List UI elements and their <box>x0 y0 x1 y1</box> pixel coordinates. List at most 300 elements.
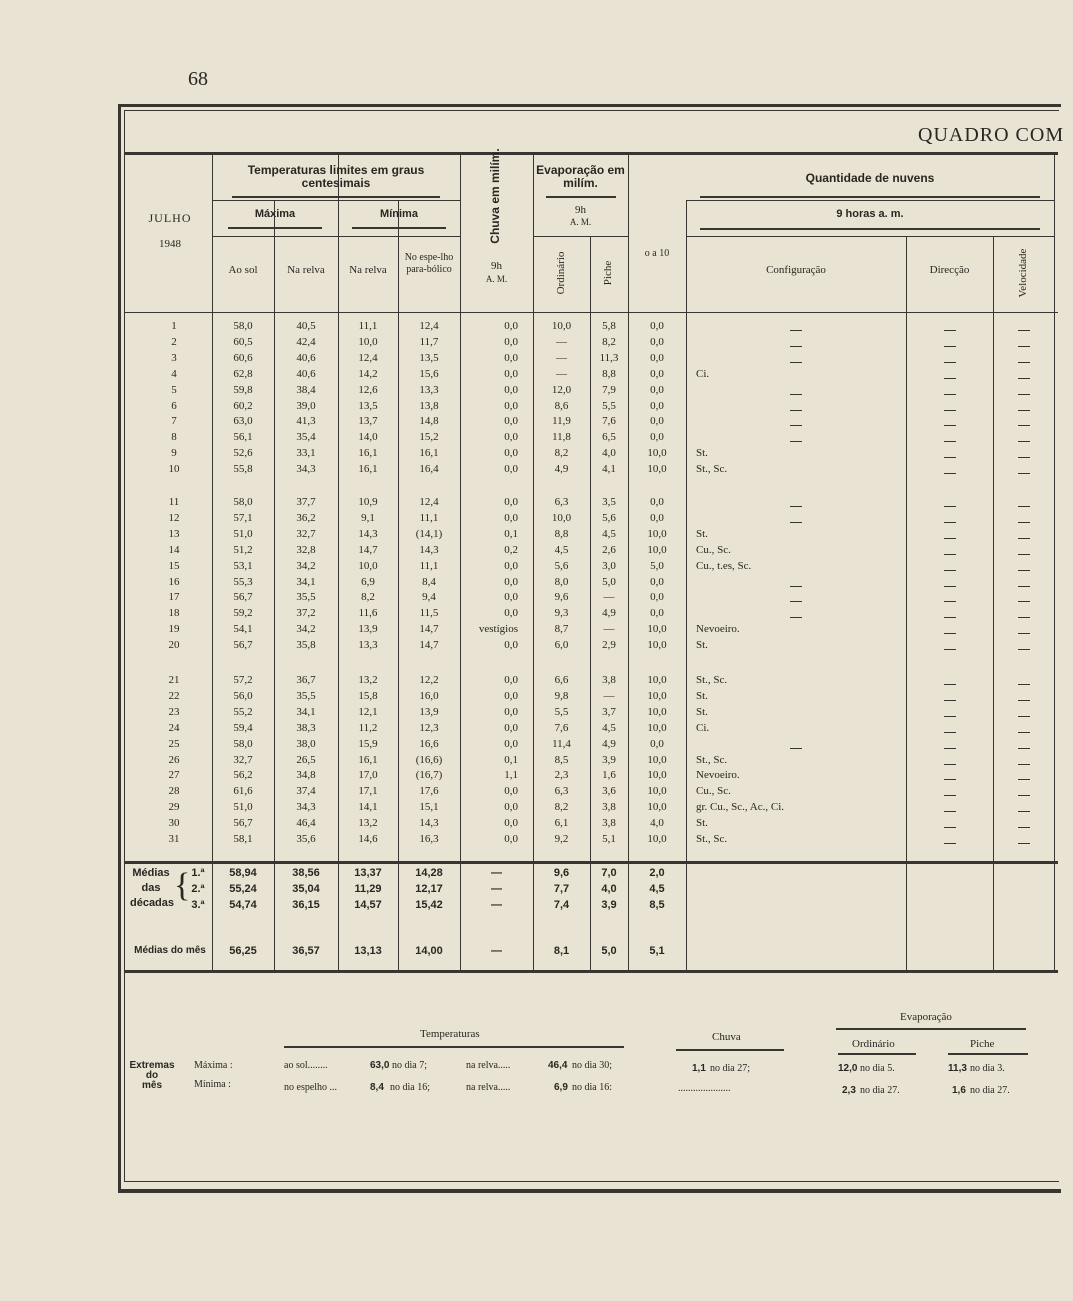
table-cell: 0,0 <box>504 447 518 460</box>
table-cell: 0,2 <box>504 543 518 556</box>
table-cell: 34,2 <box>296 623 316 636</box>
table-cell: 5,5 <box>602 399 616 412</box>
table-cell: 16,3 <box>419 833 439 845</box>
dash-mark <box>790 330 802 331</box>
table-cell: 10,0 <box>647 639 667 652</box>
table-cell: 32,7 <box>296 527 316 540</box>
table-cell: 0,0 <box>650 335 664 348</box>
table-cell: 0,0 <box>504 607 518 620</box>
dash-mark <box>944 330 956 331</box>
table-cell: 6,6 <box>554 674 569 686</box>
table-cell: 16,1 <box>358 753 378 766</box>
table-cell: 0,0 <box>650 607 664 620</box>
table-cell: St., Sc. <box>696 753 728 766</box>
table-cell: 35,8 <box>296 639 316 652</box>
dash-mark <box>790 586 802 587</box>
media-cell: 9,6 <box>553 867 570 879</box>
table-cell: 11,3 <box>599 351 619 364</box>
table-cell: 0,0 <box>650 496 664 508</box>
temperaturas-header: Temperaturas limites em graus centesimais <box>247 163 425 190</box>
table-cell: St. <box>696 705 708 718</box>
dash-mark <box>944 795 956 796</box>
table-cell: 0,0 <box>650 591 664 604</box>
media-mes-cell: 5,1 <box>649 945 665 957</box>
maxima-header: Máxima <box>254 208 296 220</box>
table-cell: 34,8 <box>296 769 316 782</box>
dash-mark <box>1018 570 1030 571</box>
dash-mark <box>944 732 956 733</box>
table-cell: 16,1 <box>358 463 378 476</box>
table-cell: 53,1 <box>233 559 253 572</box>
table-cell: 11,9 <box>552 415 571 428</box>
table-cell: 51,0 <box>233 527 253 540</box>
table-cell: 6,5 <box>602 431 616 444</box>
table-cell: 14,6 <box>358 833 378 845</box>
table-cell: 35,4 <box>296 431 316 444</box>
extremas-label: Extremas <box>129 1060 175 1071</box>
table-cell: 14,7 <box>358 543 378 556</box>
table-cell: 7,6 <box>602 415 616 428</box>
table-cell: 10,0 <box>647 543 667 556</box>
dash-mark <box>1018 617 1030 618</box>
table-cell: 60,6 <box>233 351 253 364</box>
table-cell: 0,0 <box>504 431 518 444</box>
dash-mark <box>1018 748 1030 749</box>
dash-mark <box>1018 586 1030 587</box>
table-cell: 10,0 <box>647 447 667 460</box>
day-cell: 6 <box>171 399 177 412</box>
table-cell: 0,0 <box>504 367 518 380</box>
dash-mark <box>944 473 956 474</box>
day-cell: 10 <box>168 463 180 476</box>
dash-mark <box>944 827 956 828</box>
table-cell: 13,9 <box>358 623 378 636</box>
table-cell: 12,3 <box>419 721 439 734</box>
table-cell: 14,7 <box>419 639 439 652</box>
table-cell: 37,7 <box>296 496 316 508</box>
table-cell: St. <box>696 689 708 702</box>
table-cell: 8,0 <box>554 575 569 588</box>
dash-mark <box>790 617 802 618</box>
dash-mark <box>944 843 956 844</box>
table-cell: 14,3 <box>419 543 439 556</box>
day-cell: 20 <box>168 639 180 652</box>
table-cell: 10,0 <box>358 559 378 572</box>
table-cell: 42,4 <box>296 335 316 348</box>
table-cell: 6,3 <box>554 785 569 798</box>
table-cell: 58,0 <box>233 320 253 332</box>
table-cell: St. <box>696 527 708 540</box>
dash-mark <box>1018 700 1030 701</box>
table-cell: 37,4 <box>296 785 316 798</box>
table-cell: 15,9 <box>358 737 378 750</box>
table-cell: St., Sc. <box>696 833 728 845</box>
table-cell: 60,2 <box>233 399 253 412</box>
table-cell: 17,6 <box>419 785 439 798</box>
table-cell: 38,0 <box>296 737 316 750</box>
table-cell: Ci. <box>696 721 710 734</box>
dash-mark <box>944 601 956 602</box>
table-cell: 36,2 <box>296 511 316 524</box>
table-cell: 16,1 <box>358 447 378 460</box>
media-cell: 12,17 <box>415 883 443 895</box>
decada-label: 3.ª <box>191 899 205 911</box>
dash-mark <box>1018 843 1030 844</box>
table-cell: 35,5 <box>296 591 316 604</box>
table-cell: 55,8 <box>233 463 253 476</box>
table-cell: 7,6 <box>554 721 569 734</box>
table-cell: 3,0 <box>602 559 616 572</box>
table-cell: 5,5 <box>554 705 569 718</box>
table-cell: 16,4 <box>419 463 439 476</box>
dash-mark <box>1018 330 1030 331</box>
table-cell: 8,7 <box>554 623 569 636</box>
dash-mark <box>944 811 956 812</box>
table-cell: 4,0 <box>650 817 664 830</box>
table-cell: 35,6 <box>296 833 316 845</box>
media-mes-cell: 14,00 <box>415 945 443 957</box>
piche-min-value: 1,6 <box>952 1085 966 1096</box>
table-cell: 13,2 <box>358 817 378 830</box>
table-cell: 10,0 <box>647 674 667 686</box>
media-mes-cell: 8,1 <box>553 945 570 957</box>
table-cell: 0,0 <box>650 415 664 428</box>
media-cell: 8,5 <box>649 899 665 911</box>
table-cell: 34,2 <box>296 559 316 572</box>
media-cell: — <box>491 883 502 895</box>
dash-mark <box>1018 601 1030 602</box>
media-cell: 58,94 <box>229 867 257 879</box>
table-cell: 39,0 <box>296 399 316 412</box>
table-cell: (16,7) <box>415 769 443 782</box>
ord-max-value: 12,0 <box>838 1063 858 1074</box>
table-cell: 8,6 <box>554 399 569 412</box>
day-cell: 25 <box>168 737 180 750</box>
configuracao-header: Configuração <box>766 264 826 276</box>
dash-mark <box>1018 827 1030 828</box>
media-cell: 14,28 <box>415 867 443 879</box>
dash-mark <box>790 748 802 749</box>
maxima-label: Máxima : <box>194 1060 233 1071</box>
na-relva-max-header: Na relva <box>287 264 325 276</box>
dash-mark <box>944 633 956 634</box>
table-cell: 56,1 <box>233 431 253 444</box>
table-cell: 62,8 <box>233 367 253 380</box>
table-cell: St. <box>696 447 708 460</box>
day-cell: 23 <box>168 705 180 718</box>
max-relva-value: 46,4 <box>548 1060 568 1071</box>
minima-header: Mínima <box>380 208 418 220</box>
chuva-ext-header: Chuva <box>712 1031 741 1043</box>
table-cell: 5,1 <box>602 833 616 845</box>
table-cell: 41,3 <box>296 415 316 428</box>
table-cell: 57,1 <box>233 511 253 524</box>
page-title: QUADRO COM <box>918 124 1065 146</box>
day-cell: 14 <box>168 543 180 556</box>
piche-ext-header: Piche <box>970 1038 995 1050</box>
dash-mark <box>944 506 956 507</box>
table-cell: — <box>556 367 567 380</box>
table-cell: 12,4 <box>419 320 439 332</box>
media-cell: 4,5 <box>649 883 665 895</box>
decada-label: 2.ª <box>191 883 205 895</box>
table-cell: — <box>556 351 567 364</box>
table-cell: 13,3 <box>358 639 378 652</box>
table-cell: 32,8 <box>296 543 316 556</box>
table-cell: 4,5 <box>554 543 569 556</box>
table-cell: — <box>603 591 615 604</box>
table-cell: 0,0 <box>650 737 664 750</box>
table-cell: 14,1 <box>358 801 378 814</box>
table-cell: 52,6 <box>233 447 253 460</box>
table-cell: 35,5 <box>296 689 316 702</box>
month-label: JULHO <box>148 211 192 225</box>
table-cell: 34,1 <box>296 705 316 718</box>
table-cell: 8,8 <box>602 367 616 380</box>
table-cell: 4,0 <box>602 447 616 460</box>
dash-mark <box>1018 538 1030 539</box>
decada-label: 1.ª <box>191 867 205 879</box>
day-cell: 4 <box>171 367 177 380</box>
table-cell: 46,4 <box>296 817 316 830</box>
table-cell: 60,5 <box>233 335 253 348</box>
table-cell: 8,2 <box>361 591 375 604</box>
table-cell: 0,0 <box>650 383 664 396</box>
table-cell: 14,2 <box>358 367 378 380</box>
min-espelho-value: 8,4 <box>370 1082 384 1093</box>
table-cell: (14,1) <box>415 527 443 540</box>
table-cell: 11,7 <box>419 335 439 348</box>
table-cell: 26,5 <box>296 753 316 766</box>
table-cell: 5,0 <box>602 575 616 588</box>
table-cell: 12,6 <box>358 383 378 396</box>
table-cell: 32,7 <box>233 753 253 766</box>
day-cell: 21 <box>168 674 180 686</box>
table-cell: 12,1 <box>358 705 378 718</box>
na-relva-min-header: Na relva <box>349 264 387 276</box>
media-cell: — <box>491 867 502 879</box>
piche-header: Piche <box>602 260 614 286</box>
chuva-9h: 9h <box>491 260 502 272</box>
dash-mark <box>944 425 956 426</box>
table-cell: 2,9 <box>602 639 616 652</box>
table-cell: 13,3 <box>419 383 439 396</box>
media-mes-cell: — <box>491 945 502 957</box>
day-cell: 28 <box>168 785 180 798</box>
dash-mark <box>790 425 802 426</box>
table-cell: 2,3 <box>554 769 569 782</box>
table-cell: 0,0 <box>504 689 518 702</box>
dash-mark <box>790 506 802 507</box>
minima-label: Mínima : <box>194 1079 231 1090</box>
table-cell: 54,1 <box>233 623 253 636</box>
table-cell: 59,4 <box>233 721 253 734</box>
table-cell: 40,6 <box>296 351 316 364</box>
table-cell: 9,2 <box>554 833 569 845</box>
table-cell: 15,1 <box>419 801 439 814</box>
table-cell: 15,8 <box>358 689 378 702</box>
table-cell: 0,0 <box>504 737 518 750</box>
day-cell: 16 <box>168 575 180 588</box>
table-cell: 6,9 <box>361 575 375 588</box>
media-cell: — <box>491 899 502 911</box>
table-cell: 37,2 <box>296 607 316 620</box>
table-cell: 0,0 <box>504 496 518 508</box>
table-cell: 11,6 <box>358 607 378 620</box>
table-cell: 9,1 <box>361 511 375 524</box>
table-cell: 51,0 <box>233 801 253 814</box>
table-cell: 36,7 <box>296 674 316 686</box>
table-cell: 12,4 <box>358 351 378 364</box>
table-cell: 33,1 <box>296 447 316 460</box>
table-cell: 9,6 <box>554 591 569 604</box>
table-cell: 40,5 <box>296 320 316 332</box>
table-cell: St., Sc. <box>696 463 728 476</box>
table-cell: 0,0 <box>504 801 518 814</box>
dash-mark <box>944 779 956 780</box>
table-cell: 3,8 <box>602 674 616 686</box>
table-cell: 63,0 <box>233 415 253 428</box>
dash-mark <box>944 570 956 571</box>
dash-mark <box>1018 649 1030 650</box>
chuva-am: A. M. <box>485 274 508 284</box>
table-cell: 0,0 <box>504 383 518 396</box>
table-cell: 0,0 <box>504 320 518 332</box>
max-sol-value: 63,0 <box>370 1060 390 1071</box>
dash-mark <box>944 554 956 555</box>
dash-mark <box>944 378 956 379</box>
media-cell: 35,04 <box>292 883 320 895</box>
table-cell: 10,0 <box>647 801 667 814</box>
day-cell: 3 <box>171 351 177 364</box>
table-cell: 59,8 <box>233 383 253 396</box>
evap-9h: 9h <box>575 204 586 216</box>
day-cell: 9 <box>171 447 177 460</box>
table-cell: Nevoeiro. <box>696 623 740 636</box>
table-cell: 4,5 <box>602 721 616 734</box>
table-cell: 61,6 <box>233 785 253 798</box>
evaporacao-ext-header: Evaporação <box>900 1011 952 1023</box>
table-cell: 34,3 <box>296 801 316 814</box>
table-cell: 0,1 <box>504 527 518 540</box>
table-cell: 8,8 <box>554 527 569 540</box>
dash-mark <box>1018 425 1030 426</box>
dash-mark <box>944 716 956 717</box>
medias-mes-label: Médias do mês <box>134 945 206 956</box>
table-cell: 0,0 <box>504 575 518 588</box>
day-cell: 26 <box>168 753 180 766</box>
das-label: das <box>141 882 161 894</box>
table-cell: 0,0 <box>504 721 518 734</box>
dash-mark <box>944 764 956 765</box>
table-cell: 0,0 <box>504 351 518 364</box>
table-cell: 3,7 <box>602 705 616 718</box>
table-cell: 0,0 <box>650 351 664 364</box>
table-cell: 38,3 <box>296 721 316 734</box>
dash-mark <box>1018 522 1030 523</box>
dash-mark <box>944 410 956 411</box>
decadas-label: décadas <box>129 897 175 909</box>
table-cell: 3,6 <box>602 785 616 798</box>
table-cell: 5,0 <box>650 559 664 572</box>
table-cell: 15,2 <box>419 431 439 444</box>
table-cell: 11,2 <box>358 721 378 734</box>
table-cell: Ci. <box>696 367 710 380</box>
table-cell: 0,0 <box>650 320 664 332</box>
media-cell: 11,29 <box>354 883 382 895</box>
table-cell: 55,3 <box>233 575 253 588</box>
table-cell: 8,2 <box>554 801 569 814</box>
table-cell: 58,0 <box>233 496 253 508</box>
dash-mark <box>944 649 956 650</box>
dash-mark <box>944 617 956 618</box>
table-cell: 12,0 <box>551 383 572 396</box>
day-cell: 17 <box>168 591 180 604</box>
table-cell: 10,0 <box>358 335 378 348</box>
media-cell: 7,0 <box>601 867 617 879</box>
medias-label: Médias <box>132 867 170 879</box>
day-cell: 31 <box>168 833 180 845</box>
table-cell: 15,6 <box>419 367 439 380</box>
table-cell: 59,2 <box>233 607 253 620</box>
table-cell: Cu., Sc. <box>696 543 731 556</box>
table-cell: — <box>603 623 615 636</box>
media-cell: 2,0 <box>649 867 665 879</box>
table-cell: 0,0 <box>650 511 664 524</box>
table-cell: (16,6) <box>415 753 443 766</box>
table-cell: 0,0 <box>504 705 518 718</box>
table-cell: 14,7 <box>419 623 439 636</box>
ord-min-value: 2,3 <box>842 1085 856 1096</box>
table-cell: 9,3 <box>554 607 569 620</box>
table-cell: 3,8 <box>602 801 616 814</box>
table-cell: 0,0 <box>504 463 518 476</box>
table-cell: 10,0 <box>647 623 667 636</box>
table-cell: 0,0 <box>504 817 518 830</box>
table-cell: 12,4 <box>419 496 439 508</box>
dash-mark <box>1018 410 1030 411</box>
dash-mark <box>944 684 956 685</box>
table-cell: 13,5 <box>419 351 439 364</box>
dash-mark <box>1018 795 1030 796</box>
table-cell: 11,1 <box>419 511 439 524</box>
table-cell: 14,3 <box>419 817 439 830</box>
table-cell: 14,0 <box>358 431 378 444</box>
table-cell: 4,9 <box>602 737 616 750</box>
dash-mark <box>1018 633 1030 634</box>
evap-am: A. M. <box>569 217 592 227</box>
table-cell: 10,0 <box>647 785 667 798</box>
table-cell: 0,0 <box>504 335 518 348</box>
day-cell: 7 <box>171 415 177 428</box>
table-cell: 2,6 <box>602 543 616 556</box>
day-cell: 8 <box>171 431 177 444</box>
day-cell: 30 <box>168 817 180 830</box>
media-cell: 14,57 <box>354 899 382 911</box>
table-cell: — <box>556 335 567 348</box>
media-cell: 15,42 <box>415 899 443 911</box>
table-cell: 17,0 <box>358 769 378 782</box>
piche-max-value: 11,3 <box>948 1063 967 1074</box>
table-cell: 13,9 <box>419 705 439 718</box>
table-cell: 10,0 <box>647 833 667 845</box>
table-cell: 57,2 <box>233 674 253 686</box>
table-cell: 10,0 <box>647 463 667 476</box>
day-cell: 24 <box>168 721 180 734</box>
table-cell: 13,2 <box>358 674 378 686</box>
dash-mark <box>1018 473 1030 474</box>
page-number: 68 <box>188 68 208 90</box>
